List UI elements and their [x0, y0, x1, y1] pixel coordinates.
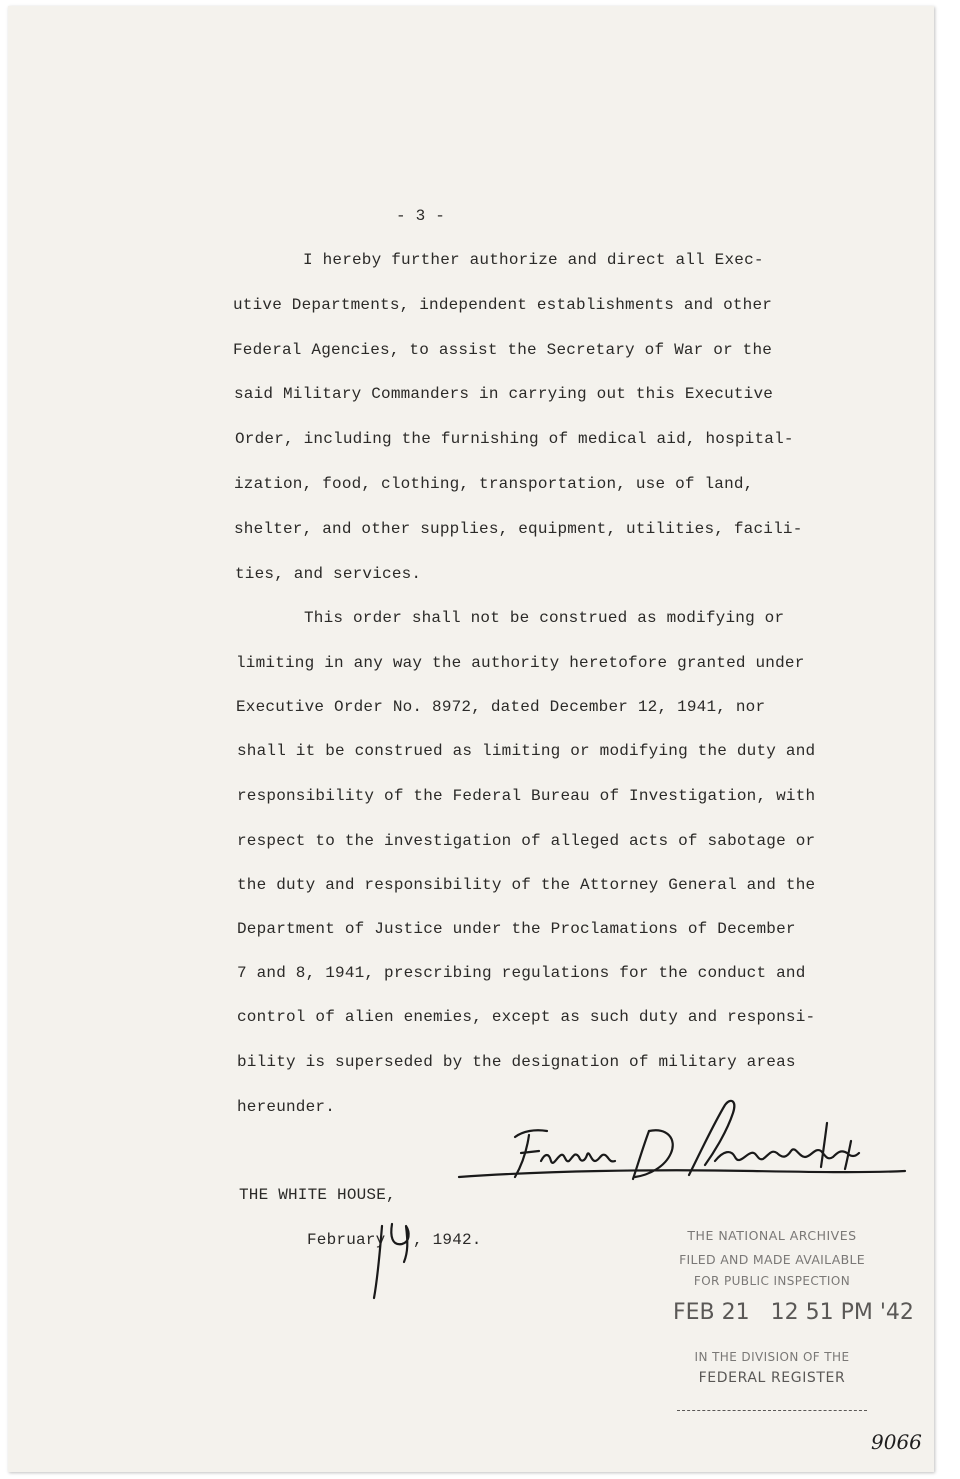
stamp-dashed-rule — [677, 1410, 867, 1411]
stamp-line: THE NATIONAL ARCHIVES — [687, 1228, 857, 1243]
place-line: THE WHITE HOUSE, — [239, 1186, 396, 1204]
paragraph-line: Order, including the furnishing of medical aid, hospital- — [235, 430, 794, 448]
paragraph-line: ties, and services. — [235, 565, 422, 583]
paragraph-line: Executive Order No. 8972, dated December 12, 1941, nor — [236, 698, 766, 716]
paragraph-line: the duty and responsibility of the Attorney General and the — [237, 876, 816, 894]
paragraph-line: ization, food, clothing, transportation, use of land, — [234, 475, 754, 493]
handwritten-day — [368, 1206, 420, 1302]
paragraph-line: hereunder. — [237, 1098, 336, 1116]
paragraph-line: bility is superseded by the designation of military areas — [237, 1053, 796, 1071]
paragraph-line: Department of Justice under the Proclamations of December — [237, 920, 796, 938]
paragraph-line: shelter, and other supplies, equipment, utilities, facili- — [234, 520, 803, 538]
date-prefix: February — [307, 1231, 386, 1249]
paragraph-line: limiting in any way the authority heretofore granted under — [236, 654, 805, 672]
paragraph-line: Federal Agencies, to assist the Secretary of War or the — [233, 341, 773, 359]
paragraph-line: I hereby further authorize and direct all Exec- — [303, 251, 764, 269]
paragraph-line: responsibility of the Federal Bureau of Investigation, with — [237, 787, 816, 805]
document-number: 9066 — [871, 1430, 922, 1454]
paragraph-line: shall it be construed as limiting or modifying the duty and — [237, 742, 816, 760]
date-suffix: , 1942. — [413, 1231, 482, 1249]
stamp-line: FOR PUBLIC INSPECTION — [693, 1274, 851, 1288]
paragraph-line: utive Departments, independent establishments and other — [233, 296, 773, 314]
stamp-line: IN THE DIVISION OF THE — [694, 1350, 850, 1364]
signature — [453, 1091, 913, 1201]
paragraph-line: This order shall not be construed as modifying or — [304, 609, 785, 627]
page-number: - 3 - — [396, 207, 446, 225]
stamp-date-time: FEB 21 12 51 PM '42 — [673, 1300, 914, 1325]
document-page — [8, 6, 934, 1472]
archives-stamp — [673, 1228, 914, 1428]
stamp-line: FILED AND MADE AVAILABLE — [679, 1252, 865, 1267]
paragraph-line: 7 and 8, 1941, prescribing regulations for the conduct and — [237, 964, 806, 982]
paragraph-line: respect to the investigation of alleged acts of sabotage or — [237, 832, 816, 850]
paragraph-line: control of alien enemies, except as such duty and responsi- — [237, 1008, 816, 1026]
paragraph-line: said Military Commanders in carrying out this Executive — [234, 385, 774, 403]
stamp-line: FEDERAL REGISTER — [698, 1370, 846, 1386]
